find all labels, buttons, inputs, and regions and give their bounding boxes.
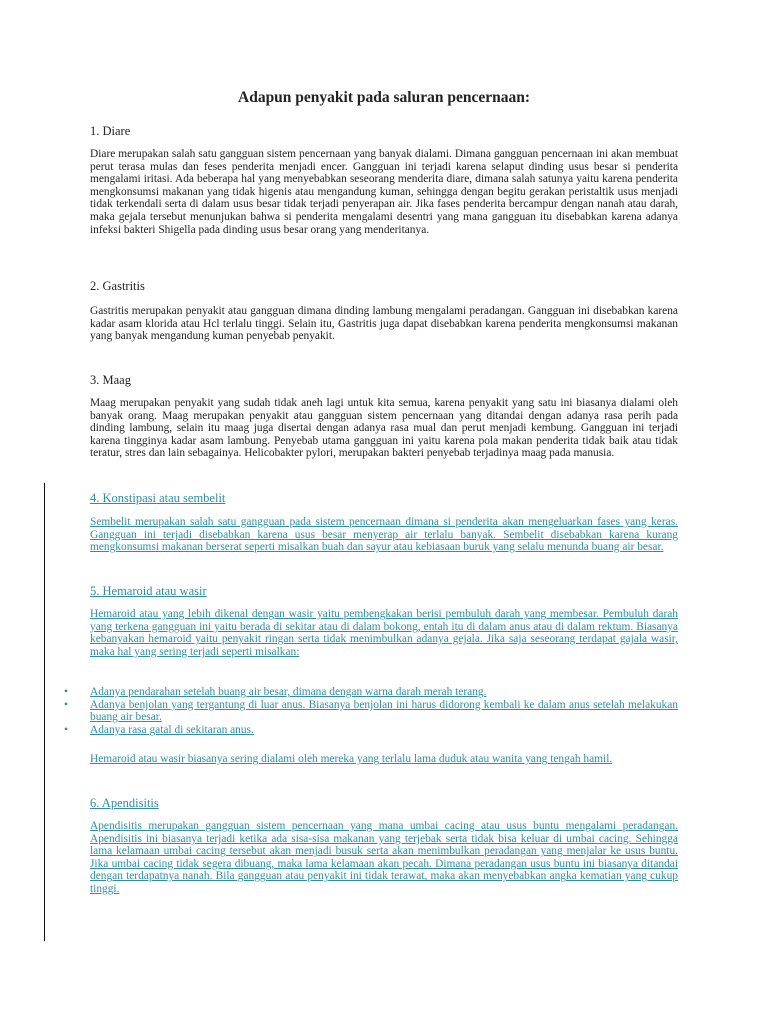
section-body-apendisitis[interactable]: Apendisitis merupakan gangguan sistem pencernaan yang mana umbai cacing atau usus buntu mengalami peradangan. Apendisitis ini biasanya terjadi ketika ada sisa-sisa makanan yang terjebak serta tidak bisa keluar di umbai cacing. Sehingga lama kelamaan umbai cacing tersebut akan menjadi busuk serta akan menimbulkan peradangan yang menjalar ke usus buntu. Jika umbai cacing tidak segera dibuang, maka lama kelamaan akan pecah. Dimana peradangan usus buntu ini biasanya ditandai dengan terdapatnya nanah. Bila gangguan atau penyakit ini tidak terawat, maka akan menyebabkan angka kematian yang cukup tinggi. <box>90 820 678 895</box>
section-body-konstipasi[interactable]: Sembelit merupakan salah satu gangguan pada sistem pencernaan dimana si penderita akan mengeluarkan fases yang keras. Gangguan ini terjadi disebabkan karena usus besar menyerap air terlalu banyak. Sembelit disebabkan karena kurang mengkonsumsi makanan berserat seperti misalkan buah dan sayur atau kebiasaan buruk yang selalu menunda buang air besar. <box>90 516 678 554</box>
section-body-hemaroid[interactable]: Hemaroid atau yang lebih dikenal dengan wasir yaitu pembengkakan berisi pembuluh darah yang membesar. Pembuluh darah yang terkena gangguan ini yaitu berada di sekitar atau di dalam bokong, entah itu di dalam anus atau di dalam rektum. Biasanya kebanyakan hemaroid yaitu penyakit ringan serta tidak menimbulkan adanya gejala. Jika saja seseorang terdapat gajala wasir, maka hal yang sering terjadi seperti misalkan: <box>90 608 678 658</box>
section-heading-diare: 1. Diare <box>90 124 131 138</box>
bullet-icon: • <box>64 723 68 736</box>
list-item-text[interactable]: Adanya benjolan yang tergantung di luar anus. Biasanya benjolan ini harus didorong kembali ke dalam anus setelah melakukan buang air besar. <box>90 698 678 724</box>
section-body-gastritis: Gastritis merupakan penyakit atau gangguan dimana dinding lambung mengalami peradangan. Gangguan ini disebabkan karena kadar asam klorida atau Hcl terlalu tinggi. Selain itu, Gastritis juga dapat disebabkan karena penderita mengkonsumsi makanan yang banyak mengandung kuman penyebab penyakit. <box>90 305 678 343</box>
margin-change-bar <box>44 483 45 941</box>
section-body-maag: Maag merupakan penyakit yang sudah tidak aneh lagi untuk kita semua, karena penyakit yang satu ini biasanya dialami oleh banyak orang. Maag merupakan penyakit atau gangguan sistem pencernaan yang ditandai dengan adanya rasa perih pada dinding lambung, selain itu maag juga disertai dengan adanya rasa mual dan perut menjadi kembung. Gangguan ini terjadi karena tingginya kadar asam lambung. Penyebab utama gangguan ini yaitu karena pola makan penderita tidak baik atau tidak teratur, stres dan lain sebagainya. Helicobakter pylori, merupakan bakteri penyebab terjadinya maag pada manusia. <box>90 397 678 460</box>
section-heading-hemaroid[interactable]: 5. Hemaroid atau wasir <box>90 584 207 598</box>
list-item[interactable] <box>64 724 678 737</box>
page-title: Adapun penyakit pada saluran pencernaan: <box>238 89 530 106</box>
hemaroid-symptom-list <box>64 686 678 736</box>
list-item[interactable] <box>64 686 678 699</box>
section-heading-apendisitis[interactable]: 6. Apendisitis <box>90 796 159 810</box>
section-heading-konstipasi[interactable]: 4. Konstipasi atau sembelit <box>90 491 226 505</box>
list-item-text[interactable]: Adanya pendarahan setelah buang air besar, dimana dengan warna darah merah terang. <box>90 686 487 698</box>
section-heading-maag: 3. Maag <box>90 373 131 387</box>
section-closing-hemaroid[interactable]: Hemaroid atau wasir biasanya sering dialami oleh mereka yang terlalu lama duduk atau wanita yang tengah hamil. <box>90 753 613 765</box>
list-item-text[interactable]: Adanya rasa gatal di sekitaran anus. <box>90 723 254 736</box>
list-item[interactable] <box>64 699 678 724</box>
section-heading-gastritis: 2. Gastritis <box>90 279 145 293</box>
bullet-icon: • <box>64 686 68 698</box>
bullet-icon: • <box>64 698 68 711</box>
section-body-diare: Diare merupakan salah satu gangguan sistem pencernaan yang banyak dialami. Dimana gangguan pencernaan ini akan membuat perut terasa mulas dan feses penderita menjadi encer. Gangguan ini terjadi karena selaput dinding usus besar si penderita mengalami iritasi. Ada beberapa hal yang menyebabkan seseorang menderita diare, dimana salah satunya yaitu karena penderita mengkonsumsi makanan yang tidak higenis atau mengandung kuman, sehingga dengan begitu gerakan peristaltik usus menjadi tidak terkendali serta di dalam usus besar tidak terjadi penyerapan air. Jika fases penderita bercampur dengan nanah atau darah, maka gejala tersebut menunjukan bahwa si penderita mengalami desentri yang mana gangguan itu disebabkan karena adanya infeksi bakteri Shigella pada dinding usus besar orang yang menderitanya. <box>90 148 678 236</box>
